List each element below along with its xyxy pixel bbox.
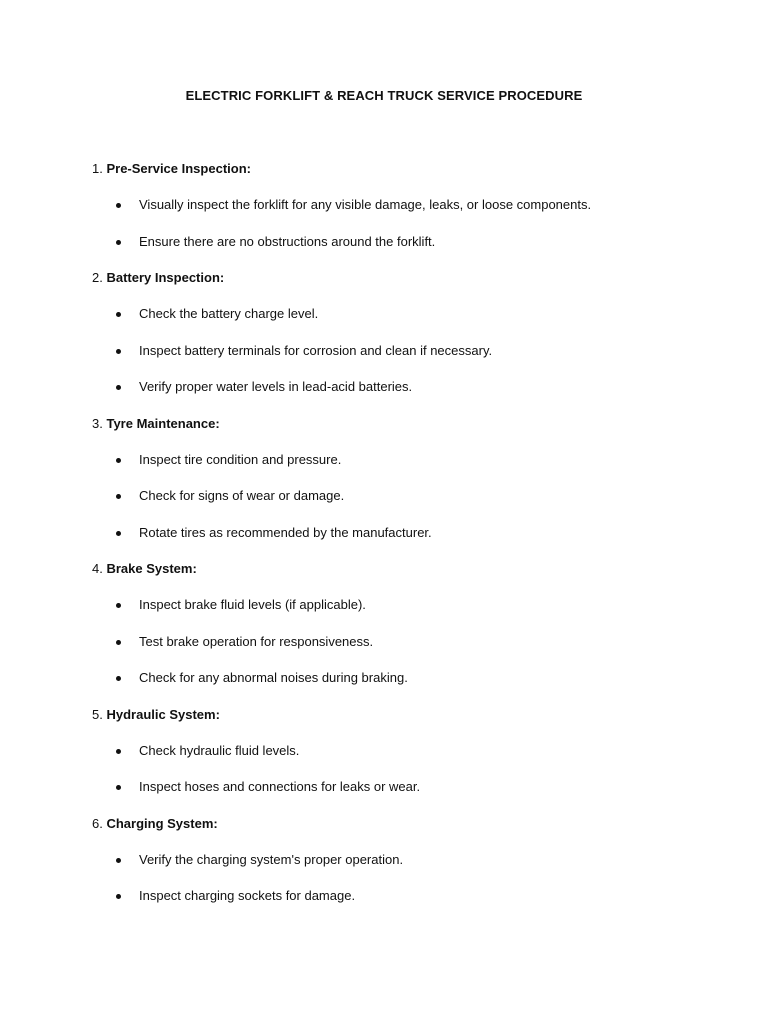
section-number: 3. [92,415,103,431]
bullet-icon [116,349,121,354]
section-title: Pre-Service Inspection: [106,161,251,176]
bullet-list [92,305,712,396]
section-tyre-maintenance [92,415,712,542]
section-heading [92,160,712,178]
bullet-icon [116,603,121,608]
list-item-text: Inspect battery terminals for corrosion and clean if necessary. [139,342,493,358]
bullet-icon [116,676,121,681]
section-charging-system [92,815,712,906]
section-heading [92,706,712,724]
list-item-text: Check for signs of wear or damage. [139,488,345,503]
list-item-text: Inspect hoses and connections for leaks or wear. [139,779,421,794]
bullet-icon [116,894,121,899]
list-item-text: Rotate tires as recommended by the manufacturer. [139,524,432,540]
section-number: 6. [92,815,103,831]
bullet-list [92,451,712,542]
list-item [92,596,712,614]
section-title: Brake System: [106,561,197,576]
list-item-text: Ensure there are no obstructions around the forklift. [139,233,436,249]
list-item [92,487,712,505]
bullet-icon [116,240,121,245]
bullet-icon [116,858,121,863]
list-item-text: Test brake operation for responsiveness. [139,633,374,649]
section-title: Tyre Maintenance: [106,415,220,431]
list-item [92,669,712,687]
list-item-text: Inspect tire condition and pressure. [139,451,342,467]
section-number: 5. [92,706,103,722]
bullet-icon [116,385,121,390]
bullet-icon [116,531,121,536]
section-heading [92,560,712,578]
list-item [92,633,712,651]
list-item-text: Visually inspect the forklift for any visible damage, leaks, or loose components. [139,197,592,212]
section-brake-system [92,560,712,687]
list-item [92,451,712,469]
bullet-icon [116,312,121,317]
section-number: 1. [92,161,103,176]
list-item [92,378,712,396]
list-item [92,887,712,905]
list-item [92,742,712,760]
list-item [92,233,712,251]
document-content [92,160,712,924]
bullet-icon [116,494,121,499]
section-title: Battery Inspection: [106,270,225,285]
section-hydraulic-system [92,706,712,797]
list-item [92,778,712,796]
document-title: ELECTRIC FORKLIFT & REACH TRUCK SERVICE PROCEDURE [185,88,583,103]
list-item-text: Inspect brake fluid levels (if applicable). [139,597,366,612]
section-heading [92,815,712,833]
bullet-icon [116,640,121,645]
section-title: Charging System: [106,815,218,831]
section-title: Hydraulic System: [106,706,220,722]
bullet-list [92,742,712,797]
list-item-text: Check hydraulic fluid levels. [139,742,300,758]
section-number: 4. [92,561,103,576]
bullet-icon [116,458,121,463]
list-item [92,196,712,214]
list-item-text: Inspect charging sockets for damage. [139,888,356,903]
bullet-list [92,851,712,906]
section-pre-service-inspection [92,160,712,251]
bullet-list [92,196,712,251]
list-item-text: Verify proper water levels in lead-acid batteries. [139,379,413,394]
list-item [92,305,712,323]
list-item [92,851,712,869]
section-heading [92,269,712,287]
bullet-icon [116,785,121,790]
bullet-icon [116,203,121,208]
section-battery-inspection [92,269,712,396]
list-item [92,342,712,360]
bullet-list [92,596,712,687]
list-item-text: Verify the charging system's proper operation. [139,851,404,867]
bullet-icon [116,749,121,754]
list-item-text: Check for any abnormal noises during braking. [139,670,408,685]
list-item-text: Check the battery charge level. [139,306,319,321]
section-heading [92,415,712,433]
list-item [92,524,712,542]
section-number: 2. [92,270,103,285]
